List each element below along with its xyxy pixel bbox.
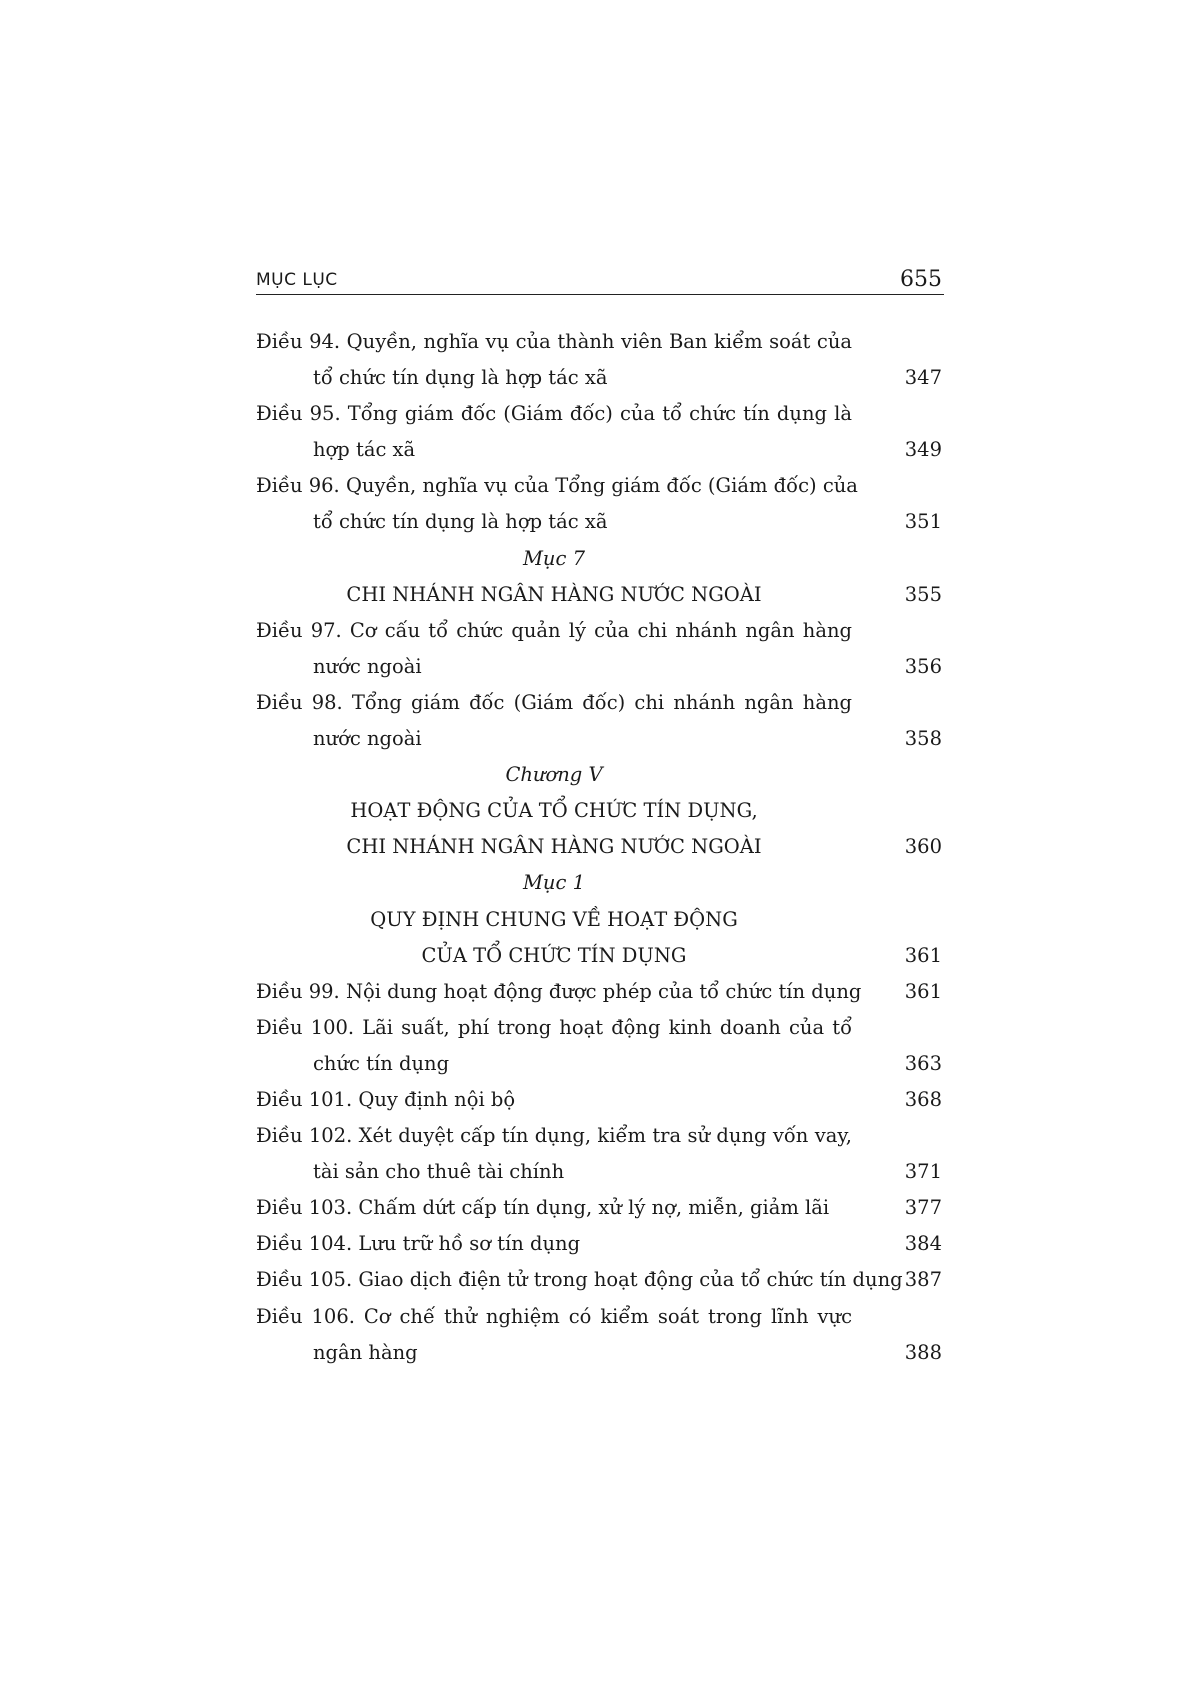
toc-page-number: 347 — [904, 366, 942, 390]
toc-page-number: 388 — [904, 1340, 942, 1364]
toc-entry-line — [256, 504, 942, 540]
toc-page-number: 355 — [904, 582, 942, 606]
toc-heading-line — [256, 829, 942, 865]
toc-entry-line — [256, 360, 942, 396]
toc-entry-line — [256, 1190, 942, 1226]
toc-entry-text: Điều 105. Giao dịch điện tử trong hoạt động của tổ chức tín dụng — [256, 1268, 903, 1292]
toc-page-number: 351 — [904, 510, 942, 534]
toc-entry-text: Điều 96. Quyền, nghĩa vụ của Tổng giám đốc (Giám đốc) của — [256, 474, 858, 498]
toc-page-number: 371 — [904, 1160, 942, 1184]
section-label: Mục 1 — [522, 871, 586, 895]
toc-entry-text: Điều 102. Xét duyệt cấp tín dụng, kiểm tra sử dụng vốn vay, — [256, 1124, 852, 1148]
toc-entry-text: Điều 98. Tổng giám đốc (Giám đốc) chi nhánh ngân hàng — [256, 690, 852, 714]
toc-entry-text: hợp tác xã — [313, 438, 416, 462]
toc-entry-line — [256, 649, 942, 685]
toc-entry-line — [256, 1226, 942, 1262]
toc-heading-line — [256, 757, 942, 793]
section-title: CHI NHÁNH NGÂN HÀNG NƯỚC NGOÀI — [346, 835, 762, 859]
toc-heading-line — [256, 541, 942, 577]
toc-entry-line — [256, 1299, 942, 1335]
toc-entry-line — [256, 685, 942, 721]
toc-entry-text: ngân hàng — [313, 1340, 418, 1364]
page-number: 655 — [900, 267, 942, 292]
toc-page-number: 361 — [904, 979, 942, 1003]
toc-entry-text: nước ngoài — [313, 727, 422, 751]
toc-heading-line — [256, 577, 942, 613]
toc-page-number: 363 — [904, 1051, 942, 1075]
toc-entry-text: Điều 101. Quy định nội bộ — [256, 1087, 516, 1111]
toc-entry-line — [256, 1010, 942, 1046]
section-label: Chương V — [505, 763, 603, 787]
toc-page-number: 356 — [904, 654, 942, 678]
toc-entry-text: Điều 104. Lưu trữ hồ sơ tín dụng — [256, 1232, 581, 1256]
toc-entry-text: Điều 99. Nội dung hoạt động được phép của tổ chức tín dụng — [256, 979, 862, 1003]
toc-entry-text: Điều 97. Cơ cấu tổ chức quản lý của chi nhánh ngân hàng — [256, 618, 852, 642]
toc-entry-text: tài sản cho thuê tài chính — [313, 1160, 565, 1184]
toc-entry-line — [256, 1046, 942, 1082]
toc-entry-line — [256, 1082, 942, 1118]
toc-entry-text: Điều 95. Tổng giám đốc (Giám đốc) của tổ chức tín dụng là — [256, 402, 852, 426]
toc-entry-text: Điều 100. Lãi suất, phí trong hoạt động kinh doanh của tổ — [256, 1015, 852, 1039]
toc-entry-line — [256, 721, 942, 757]
toc-entry-text: chức tín dụng — [313, 1051, 450, 1075]
toc-entry-line — [256, 974, 942, 1010]
page-header — [256, 262, 944, 295]
section-title: HOẠT ĐỘNG CỦA TỔ CHỨC TÍN DỤNG, — [350, 799, 758, 823]
toc-page-number: 349 — [904, 438, 942, 462]
toc-entry-line — [256, 1154, 942, 1190]
section-label: Mục 7 — [522, 546, 586, 570]
toc-entry-line — [256, 1262, 942, 1298]
toc-heading-line — [256, 865, 942, 901]
section-title: QUY ĐỊNH CHUNG VỀ HOẠT ĐỘNG — [370, 907, 738, 931]
table-of-contents — [256, 324, 942, 1371]
section-title: CỦA TỔ CHỨC TÍN DỤNG — [421, 943, 687, 967]
toc-entry-line — [256, 396, 942, 432]
toc-page-number: 377 — [904, 1196, 942, 1220]
toc-page-number: 387 — [904, 1268, 942, 1292]
toc-entry-text: tổ chức tín dụng là hợp tác xã — [313, 366, 608, 390]
toc-page-number: 360 — [904, 835, 942, 859]
toc-entry-line — [256, 432, 942, 468]
toc-page-number: 368 — [904, 1087, 942, 1111]
running-title: MỤC LỤC — [256, 270, 338, 290]
toc-entry-text: tổ chức tín dụng là hợp tác xã — [313, 510, 608, 534]
toc-entry-text: nước ngoài — [313, 654, 422, 678]
toc-entry-line — [256, 613, 942, 649]
toc-heading-line — [256, 902, 942, 938]
toc-entry-line — [256, 468, 942, 504]
toc-entry-line — [256, 1335, 942, 1371]
toc-entry-line — [256, 324, 942, 360]
toc-page-number: 384 — [904, 1232, 942, 1256]
section-title: CHI NHÁNH NGÂN HÀNG NƯỚC NGOÀI — [346, 582, 762, 606]
toc-page-number: 358 — [904, 727, 942, 751]
toc-heading-line — [256, 793, 942, 829]
toc-heading-line — [256, 938, 942, 974]
toc-entry-text: Điều 106. Cơ chế thử nghiệm có kiểm soát trong lĩnh vực — [256, 1304, 852, 1328]
toc-entry-line — [256, 1118, 942, 1154]
toc-page-number: 361 — [904, 943, 942, 967]
toc-entry-text: Điều 103. Chấm dứt cấp tín dụng, xử lý nợ, miễn, giảm lãi — [256, 1196, 830, 1220]
toc-entry-text: Điều 94. Quyền, nghĩa vụ của thành viên Ban kiểm soát của — [256, 330, 852, 353]
